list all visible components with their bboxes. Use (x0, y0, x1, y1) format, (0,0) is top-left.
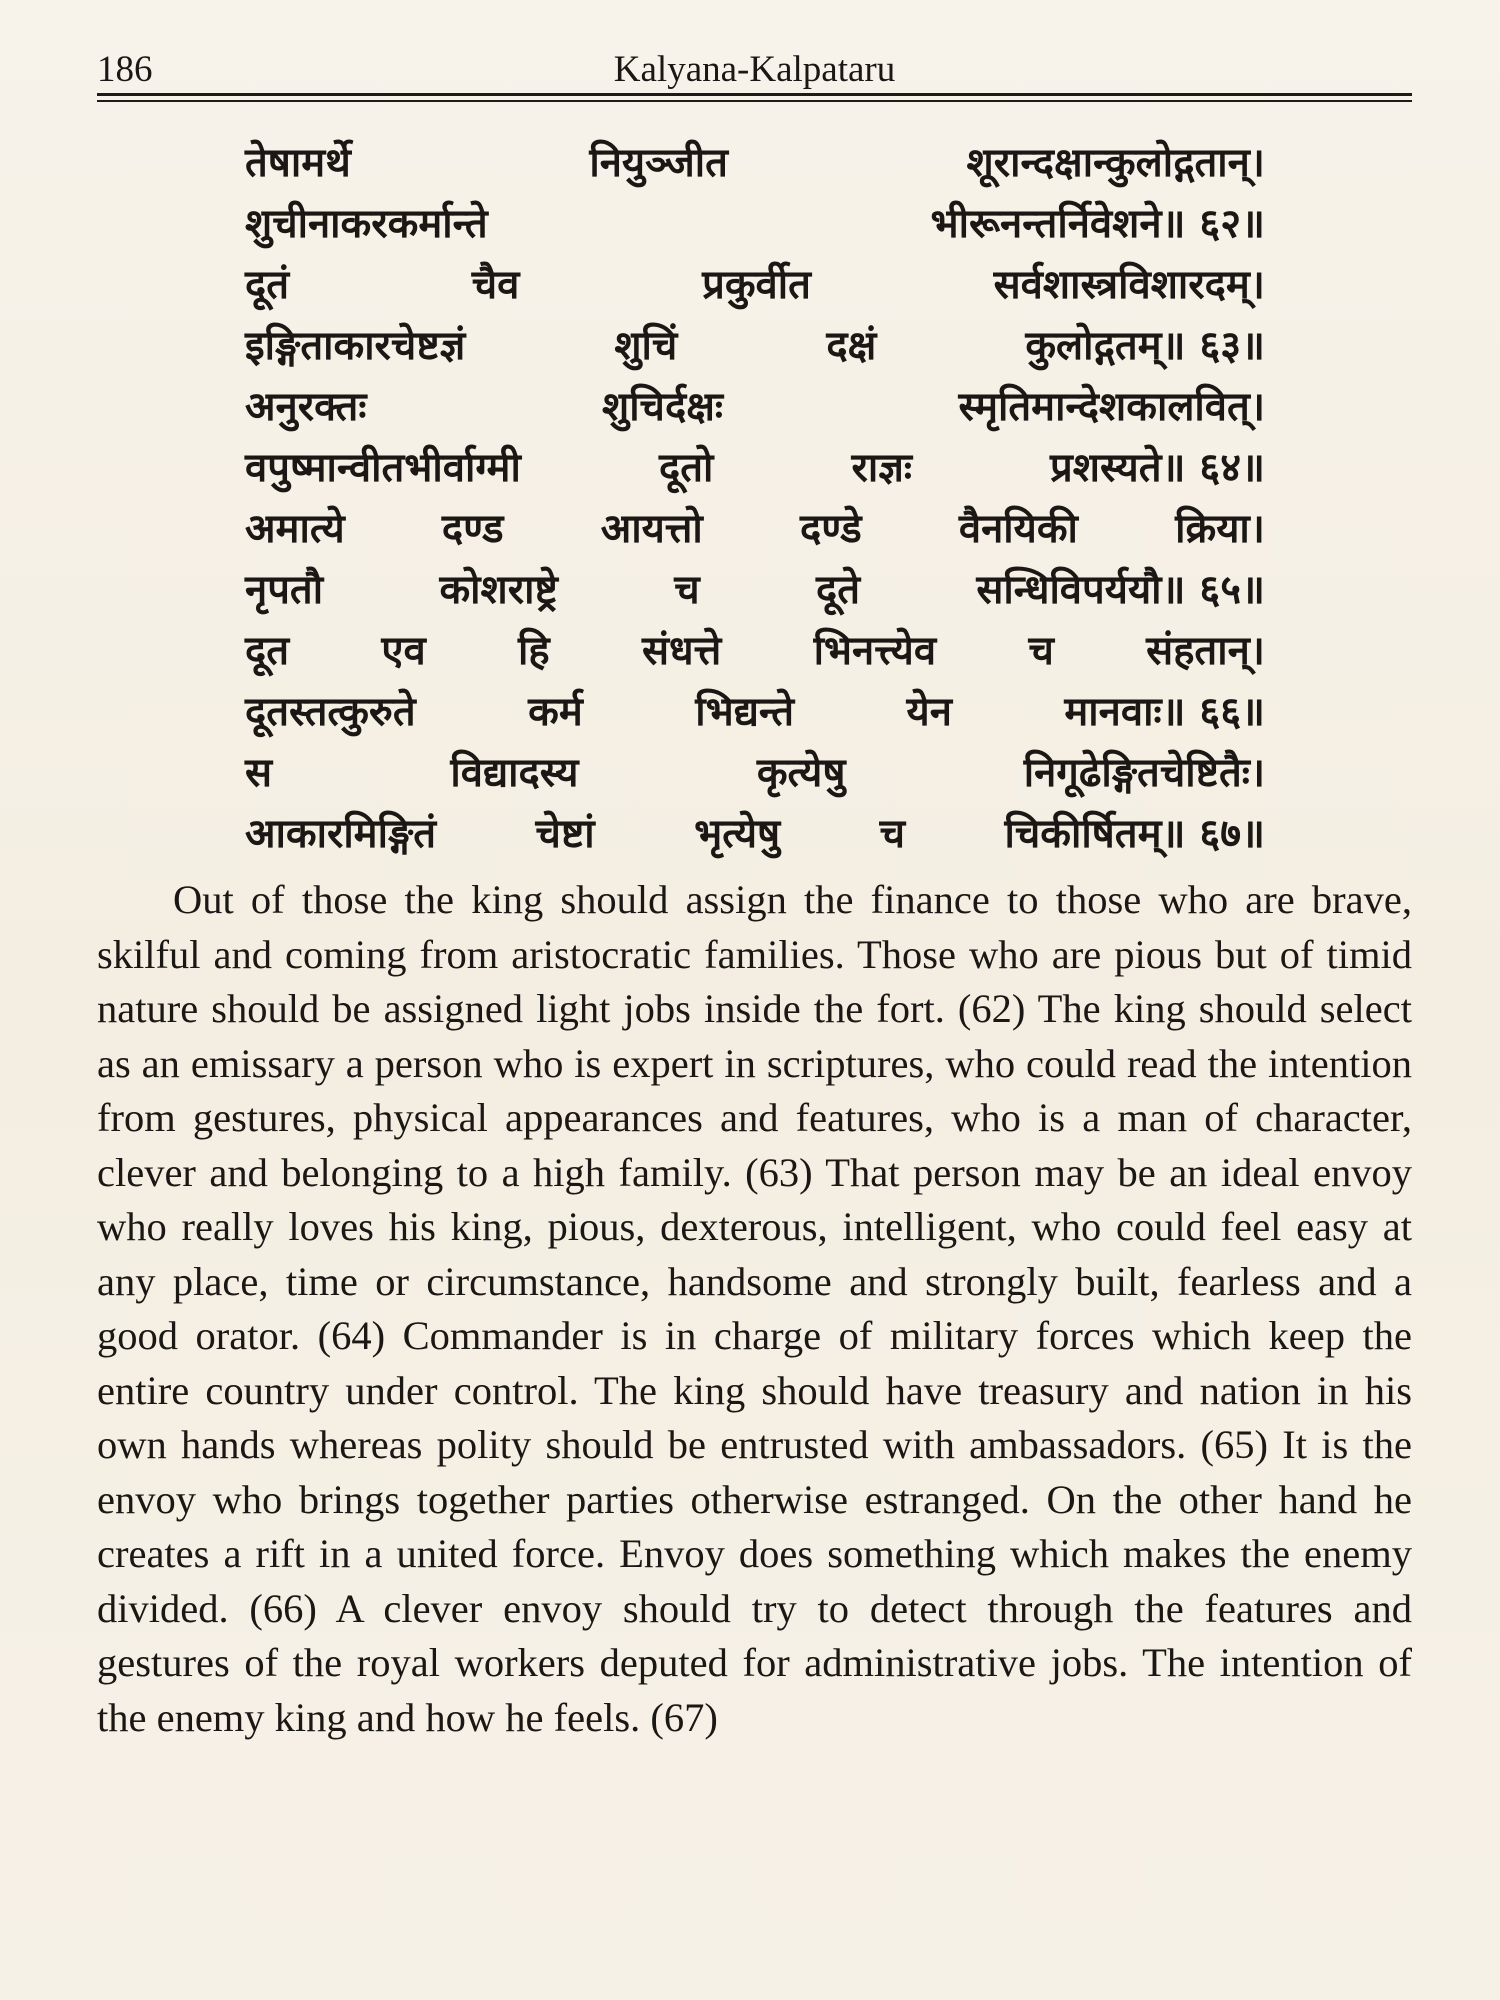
verse-line (245, 316, 1265, 377)
verse-word: क्रिया। (1175, 506, 1265, 552)
verse-line (245, 743, 1265, 804)
verse-word: नियुञ्जीत (589, 140, 728, 186)
verse-word: स (245, 750, 273, 796)
verse-word: चैव (471, 262, 520, 308)
verse-word: एव (381, 628, 426, 674)
verse-line (245, 560, 1265, 621)
verse-word: भीरूनन्तर्निवेशने॥ ६२॥ (930, 201, 1265, 247)
verse-word: आकारमिङ्गितं (245, 811, 437, 857)
verse-word: तेषामर्थे (245, 140, 351, 186)
verse-word: सन्धिविपर्ययौ॥ ६५॥ (976, 567, 1265, 613)
verse-word: संहतान्। (1146, 628, 1265, 674)
verse-line (245, 194, 1265, 255)
verse-word: सर्वशास्त्रविशारदम्। (993, 262, 1265, 308)
verse-word: कर्म (528, 689, 583, 735)
verse-line (245, 255, 1265, 316)
verse-word: च (674, 567, 700, 613)
page-header (97, 45, 1412, 95)
verse-word: शुचिं (614, 323, 678, 369)
verse-word: प्रशस्यते॥ ६४॥ (1050, 445, 1265, 491)
header-rule-thick (97, 93, 1412, 96)
verse-word: विद्यादस्य (450, 750, 579, 796)
english-translation: Out of those the king should assign the finance to those who are brave, skilful and coming from aristocratic families. Those who are pious but of timid nature should be assigned light jobs inside the fort. (62) The king should select as an emissary a person who is expert in scriptures, who could read the intention from gestures, physical appearances and features, who is a man of character, clever and belonging to a high family. (63) That person may be an ideal envoy who really loves his king, pious, dexterous, intelligent, who could feel easy at any place, time or circumstance, handsome and strongly built, fearless and a good orator. (64) Commander is in charge of military forces which keep the entire country under control. The king should have treasury and nation in his own hands whereas polity should be entrusted with ambassadors. (65) It is the envoy who brings together parties otherwise estranged. On the other hand he creates a rift in a united force. Envoy does something which makes the enemy divided. (66) A clever envoy should try to detect through the features and gestures of the royal workers deputed for administrative jobs. The intention of the enemy king and how he feels. (67) (97, 877, 1412, 1740)
verse-word: दूत (245, 628, 290, 674)
verse-word: अनुरक्तः (245, 384, 367, 430)
verse-word: आयत्तो (600, 506, 703, 552)
verse-word: इङ्गिताकारचेष्टज्ञं (245, 323, 466, 369)
verse-line (245, 621, 1265, 682)
page-number: 186 (97, 49, 153, 90)
verse-word: च (1028, 628, 1054, 674)
verse-word: येन (906, 689, 952, 735)
header-rule-thin (97, 100, 1412, 102)
verse-word: च (879, 811, 906, 857)
verse-word: अमात्ये (245, 506, 345, 552)
verse-word: भिद्यन्ते (695, 689, 795, 735)
verse-word: भृत्येषु (694, 811, 781, 857)
verse-line (245, 377, 1265, 438)
verse-line (245, 133, 1265, 194)
verse-word: शुचिर्दक्षः (602, 384, 723, 430)
sanskrit-verses (245, 133, 1265, 865)
verse-word: भिनत्त्येव (813, 628, 937, 674)
verse-word: चिकीर्षितम्॥ ६७॥ (1004, 811, 1265, 857)
verse-word: दूतो (658, 445, 714, 491)
verse-line (245, 438, 1265, 499)
verse-word: दक्षं (826, 323, 877, 369)
verse-word: शुचीनाकरकर्मान्ते (245, 201, 488, 247)
verse-word: वैनयिकी (958, 506, 1078, 552)
verse-line (245, 499, 1265, 560)
verse-word: मानवाः॥ ६६॥ (1064, 689, 1265, 735)
verse-word: राज्ञः (851, 445, 912, 491)
verse-word: निगूढेङ्गितचेष्टितैः। (1023, 750, 1265, 796)
verse-word: शूरान्दक्षान्कुलोद्गतान्। (966, 140, 1265, 186)
verse-word: नृपतौ (245, 567, 324, 613)
verse-line (245, 682, 1265, 743)
verse-word: दण्डे (799, 506, 862, 552)
verse-word: कुलोद्गतम्॥ ६३॥ (1025, 323, 1265, 369)
verse-word: कृत्येषु (756, 750, 846, 796)
running-head: Kalyana-Kalpataru (613, 49, 896, 90)
verse-word: प्रकुर्वीत (702, 262, 811, 308)
verse-line (245, 804, 1265, 865)
verse-word: स्मृतिमान्देशकालवित्। (958, 384, 1265, 430)
verse-word: हि (518, 628, 550, 674)
verse-word: दूते (815, 567, 860, 613)
verse-word: दण्ड (441, 506, 504, 552)
verse-word: चेष्टां (535, 811, 595, 857)
verse-word: वपुष्मान्वीतभीर्वाग्मी (245, 445, 521, 491)
verse-word: कोशराष्ट्रे (439, 567, 558, 613)
verse-word: दूतं (245, 262, 290, 308)
verse-word: दूतस्तत्कुरुते (245, 689, 416, 735)
verse-word: संधत्ते (641, 628, 722, 674)
